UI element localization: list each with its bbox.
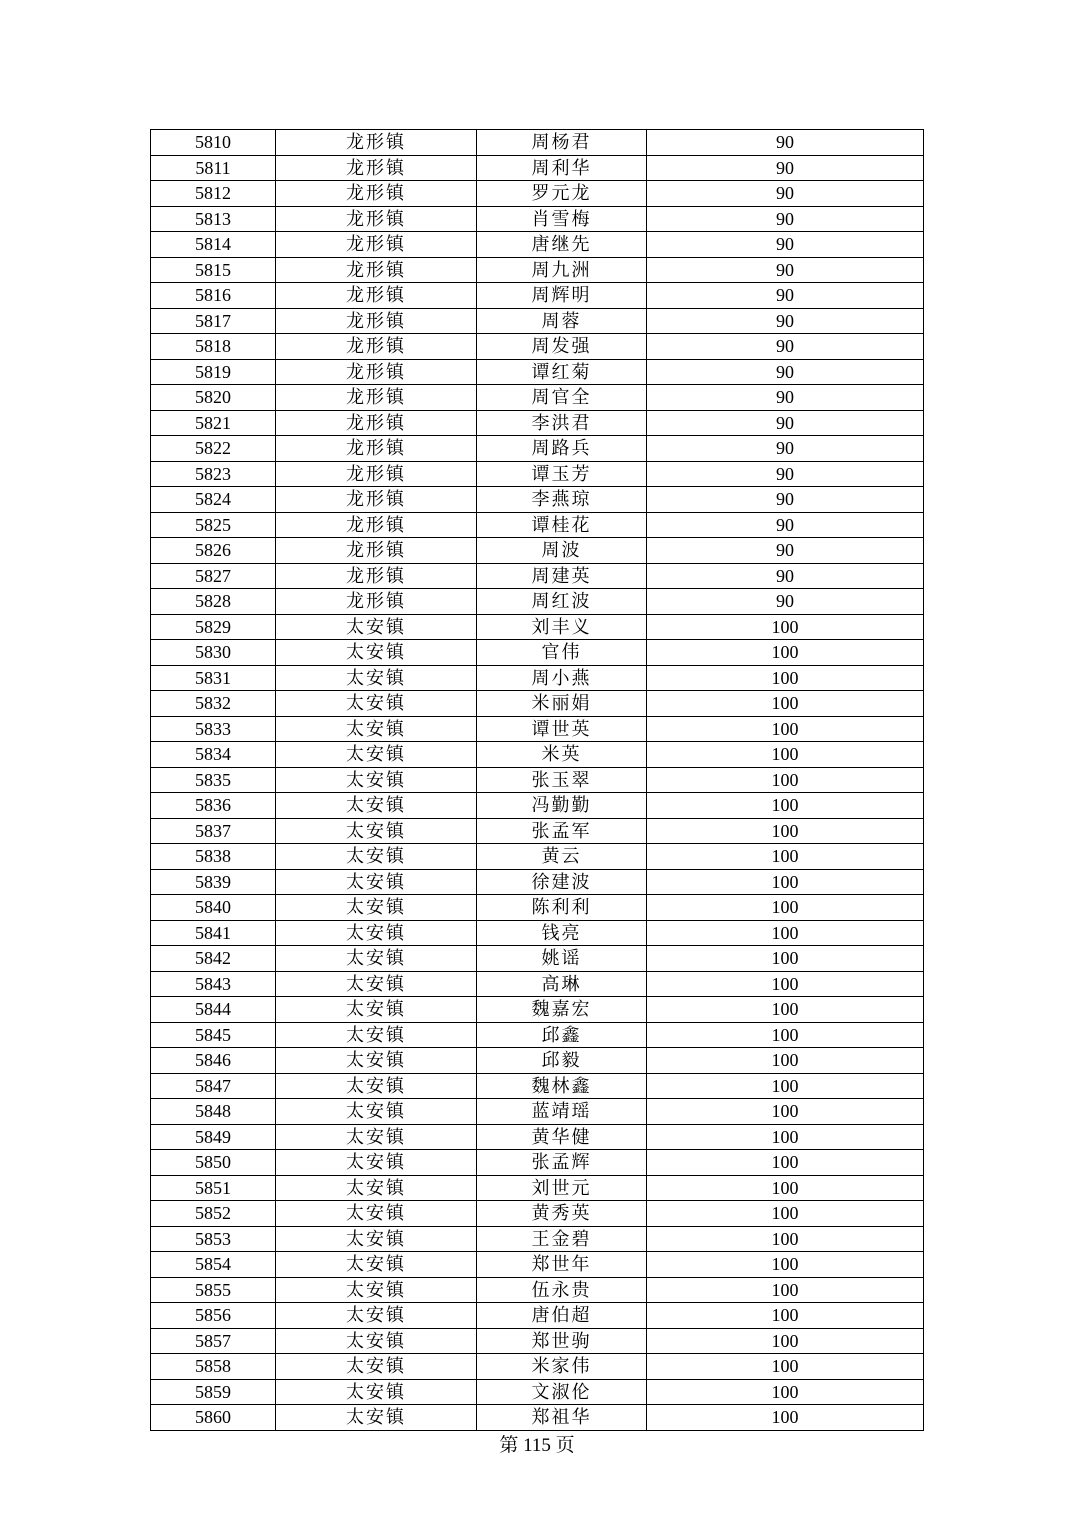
amount-cell: 90 <box>647 436 924 462</box>
amount-cell: 90 <box>647 334 924 360</box>
row-number-cell: 5834 <box>151 742 276 768</box>
town-cell: 太安镇 <box>276 1099 477 1125</box>
table-row <box>151 869 924 895</box>
amount-cell: 100 <box>647 869 924 895</box>
town-cell: 太安镇 <box>276 716 477 742</box>
table-row <box>151 971 924 997</box>
row-number-cell: 5847 <box>151 1073 276 1099</box>
row-number-cell: 5852 <box>151 1201 276 1227</box>
table-row <box>151 640 924 666</box>
town-cell: 太安镇 <box>276 1405 477 1431</box>
row-number-cell: 5854 <box>151 1252 276 1278</box>
table-row <box>151 997 924 1023</box>
town-cell: 龙形镇 <box>276 206 477 232</box>
person-name-cell: 黄秀英 <box>477 1201 647 1227</box>
table-row <box>151 1277 924 1303</box>
table-row <box>151 232 924 258</box>
row-number-cell: 5850 <box>151 1150 276 1176</box>
row-number-cell: 5810 <box>151 130 276 156</box>
person-name-cell: 周杨君 <box>477 130 647 156</box>
town-cell: 太安镇 <box>276 1252 477 1278</box>
amount-cell: 90 <box>647 589 924 615</box>
town-cell: 太安镇 <box>276 1303 477 1329</box>
amount-cell: 90 <box>647 563 924 589</box>
table-row <box>151 130 924 156</box>
amount-cell: 100 <box>647 1150 924 1176</box>
town-cell: 龙形镇 <box>276 334 477 360</box>
row-number-cell: 5838 <box>151 844 276 870</box>
town-cell: 太安镇 <box>276 844 477 870</box>
table-row <box>151 742 924 768</box>
town-cell: 太安镇 <box>276 1328 477 1354</box>
table-row <box>151 385 924 411</box>
town-cell: 太安镇 <box>276 920 477 946</box>
row-number-cell: 5812 <box>151 181 276 207</box>
table-row <box>151 1073 924 1099</box>
row-number-cell: 5827 <box>151 563 276 589</box>
person-name-cell: 周小燕 <box>477 665 647 691</box>
table-row <box>151 512 924 538</box>
town-cell: 太安镇 <box>276 997 477 1023</box>
town-cell: 龙形镇 <box>276 130 477 156</box>
person-name-cell: 蓝靖瑶 <box>477 1099 647 1125</box>
table-row <box>151 1252 924 1278</box>
row-number-cell: 5844 <box>151 997 276 1023</box>
person-name-cell: 邱鑫 <box>477 1022 647 1048</box>
table-row <box>151 844 924 870</box>
person-name-cell: 陈利利 <box>477 895 647 921</box>
row-number-cell: 5837 <box>151 818 276 844</box>
person-name-cell: 郑祖华 <box>477 1405 647 1431</box>
row-number-cell: 5816 <box>151 283 276 309</box>
person-name-cell: 周蓉 <box>477 308 647 334</box>
person-name-cell: 钱亮 <box>477 920 647 946</box>
person-name-cell: 唐继先 <box>477 232 647 258</box>
amount-cell: 90 <box>647 232 924 258</box>
amount-cell: 90 <box>647 487 924 513</box>
person-name-cell: 周路兵 <box>477 436 647 462</box>
town-cell: 龙形镇 <box>276 512 477 538</box>
amount-cell: 100 <box>647 742 924 768</box>
amount-cell: 100 <box>647 691 924 717</box>
row-number-cell: 5856 <box>151 1303 276 1329</box>
amount-cell: 100 <box>647 1405 924 1431</box>
table-row <box>151 538 924 564</box>
table-row <box>151 436 924 462</box>
amount-cell: 90 <box>647 461 924 487</box>
person-name-cell: 米英 <box>477 742 647 768</box>
amount-cell: 100 <box>647 1328 924 1354</box>
town-cell: 太安镇 <box>276 1354 477 1380</box>
town-cell: 太安镇 <box>276 971 477 997</box>
table-row <box>151 1201 924 1227</box>
table-row <box>151 1124 924 1150</box>
row-number-cell: 5853 <box>151 1226 276 1252</box>
table-row <box>151 1354 924 1380</box>
person-name-cell: 李洪君 <box>477 410 647 436</box>
person-name-cell: 刘丰义 <box>477 614 647 640</box>
person-name-cell: 刘世元 <box>477 1175 647 1201</box>
row-number-cell: 5811 <box>151 155 276 181</box>
amount-cell: 100 <box>647 895 924 921</box>
town-cell: 太安镇 <box>276 691 477 717</box>
row-number-cell: 5845 <box>151 1022 276 1048</box>
row-number-cell: 5848 <box>151 1099 276 1125</box>
row-number-cell: 5830 <box>151 640 276 666</box>
town-cell: 太安镇 <box>276 1048 477 1074</box>
amount-cell: 100 <box>647 997 924 1023</box>
row-number-cell: 5858 <box>151 1354 276 1380</box>
table-row <box>151 716 924 742</box>
table-row <box>151 181 924 207</box>
amount-cell: 100 <box>647 1175 924 1201</box>
town-cell: 龙形镇 <box>276 461 477 487</box>
row-number-cell: 5836 <box>151 793 276 819</box>
table-row <box>151 1048 924 1074</box>
table-row <box>151 614 924 640</box>
row-number-cell: 5849 <box>151 1124 276 1150</box>
town-cell: 龙形镇 <box>276 257 477 283</box>
amount-cell: 100 <box>647 971 924 997</box>
row-number-cell: 5835 <box>151 767 276 793</box>
table-row <box>151 691 924 717</box>
table-row <box>151 1328 924 1354</box>
town-cell: 太安镇 <box>276 1022 477 1048</box>
row-number-cell: 5824 <box>151 487 276 513</box>
person-name-cell: 谭红菊 <box>477 359 647 385</box>
row-number-cell: 5815 <box>151 257 276 283</box>
person-name-cell: 周辉明 <box>477 283 647 309</box>
person-name-cell: 黄华健 <box>477 1124 647 1150</box>
person-name-cell: 徐建波 <box>477 869 647 895</box>
town-cell: 龙形镇 <box>276 385 477 411</box>
town-cell: 太安镇 <box>276 1150 477 1176</box>
amount-cell: 100 <box>647 1124 924 1150</box>
person-name-cell: 周红波 <box>477 589 647 615</box>
person-name-cell: 周建英 <box>477 563 647 589</box>
table-row <box>151 206 924 232</box>
row-number-cell: 5839 <box>151 869 276 895</box>
amount-cell: 100 <box>647 1022 924 1048</box>
table-row <box>151 334 924 360</box>
amount-cell: 90 <box>647 130 924 156</box>
person-name-cell: 周利华 <box>477 155 647 181</box>
table-row <box>151 155 924 181</box>
row-number-cell: 5825 <box>151 512 276 538</box>
town-cell: 太安镇 <box>276 1201 477 1227</box>
town-cell: 龙形镇 <box>276 155 477 181</box>
amount-cell: 100 <box>647 1099 924 1125</box>
row-number-cell: 5840 <box>151 895 276 921</box>
row-number-cell: 5857 <box>151 1328 276 1354</box>
table-row <box>151 487 924 513</box>
table-row <box>151 818 924 844</box>
row-number-cell: 5814 <box>151 232 276 258</box>
amount-cell: 100 <box>647 1048 924 1074</box>
row-number-cell: 5832 <box>151 691 276 717</box>
town-cell: 太安镇 <box>276 767 477 793</box>
row-number-cell: 5813 <box>151 206 276 232</box>
amount-cell: 90 <box>647 283 924 309</box>
amount-cell: 100 <box>647 1201 924 1227</box>
person-name-cell: 张孟军 <box>477 818 647 844</box>
amount-cell: 100 <box>647 1252 924 1278</box>
row-number-cell: 5817 <box>151 308 276 334</box>
person-name-cell: 官伟 <box>477 640 647 666</box>
amount-cell: 90 <box>647 410 924 436</box>
amount-cell: 100 <box>647 1354 924 1380</box>
person-name-cell: 姚谣 <box>477 946 647 972</box>
amount-cell: 100 <box>647 844 924 870</box>
table-row <box>151 461 924 487</box>
roster-table-body <box>151 130 924 1431</box>
amount-cell: 90 <box>647 257 924 283</box>
town-cell: 龙形镇 <box>276 410 477 436</box>
amount-cell: 100 <box>647 946 924 972</box>
person-name-cell: 魏林鑫 <box>477 1073 647 1099</box>
town-cell: 太安镇 <box>276 818 477 844</box>
amount-cell: 90 <box>647 206 924 232</box>
town-cell: 龙形镇 <box>276 589 477 615</box>
amount-cell: 90 <box>647 359 924 385</box>
town-cell: 龙形镇 <box>276 283 477 309</box>
person-name-cell: 黄云 <box>477 844 647 870</box>
table-row <box>151 665 924 691</box>
row-number-cell: 5846 <box>151 1048 276 1074</box>
town-cell: 龙形镇 <box>276 538 477 564</box>
table-row <box>151 563 924 589</box>
amount-cell: 100 <box>647 1073 924 1099</box>
row-number-cell: 5823 <box>151 461 276 487</box>
town-cell: 龙形镇 <box>276 308 477 334</box>
row-number-cell: 5826 <box>151 538 276 564</box>
table-row <box>151 1379 924 1405</box>
row-number-cell: 5860 <box>151 1405 276 1431</box>
person-name-cell: 周官全 <box>477 385 647 411</box>
person-name-cell: 谭玉芳 <box>477 461 647 487</box>
person-name-cell: 谭世英 <box>477 716 647 742</box>
person-name-cell: 米丽娟 <box>477 691 647 717</box>
amount-cell: 90 <box>647 308 924 334</box>
amount-cell: 100 <box>647 614 924 640</box>
table-row <box>151 1303 924 1329</box>
table-row <box>151 589 924 615</box>
page-number: 第 115 页 <box>499 1435 575 1456</box>
amount-cell: 90 <box>647 155 924 181</box>
amount-cell: 100 <box>647 1277 924 1303</box>
row-number-cell: 5822 <box>151 436 276 462</box>
table-row <box>151 1022 924 1048</box>
table-row <box>151 920 924 946</box>
table-row <box>151 1175 924 1201</box>
table-row <box>151 1226 924 1252</box>
person-name-cell: 冯勤勤 <box>477 793 647 819</box>
table-row <box>151 895 924 921</box>
row-number-cell: 5842 <box>151 946 276 972</box>
row-number-cell: 5841 <box>151 920 276 946</box>
amount-cell: 90 <box>647 385 924 411</box>
town-cell: 太安镇 <box>276 1175 477 1201</box>
town-cell: 太安镇 <box>276 895 477 921</box>
person-name-cell: 王金碧 <box>477 1226 647 1252</box>
town-cell: 龙形镇 <box>276 563 477 589</box>
row-number-cell: 5851 <box>151 1175 276 1201</box>
town-cell: 太安镇 <box>276 1379 477 1405</box>
table-row <box>151 1099 924 1125</box>
amount-cell: 90 <box>647 538 924 564</box>
row-number-cell: 5833 <box>151 716 276 742</box>
row-number-cell: 5820 <box>151 385 276 411</box>
amount-cell: 100 <box>647 818 924 844</box>
table-row <box>151 410 924 436</box>
person-name-cell: 周九洲 <box>477 257 647 283</box>
row-number-cell: 5855 <box>151 1277 276 1303</box>
town-cell: 太安镇 <box>276 640 477 666</box>
amount-cell: 100 <box>647 1303 924 1329</box>
amount-cell: 100 <box>647 1226 924 1252</box>
person-name-cell: 文淑伦 <box>477 1379 647 1405</box>
table-row <box>151 793 924 819</box>
person-name-cell: 魏嘉宏 <box>477 997 647 1023</box>
person-name-cell: 李燕琼 <box>477 487 647 513</box>
person-name-cell: 张孟辉 <box>477 1150 647 1176</box>
row-number-cell: 5831 <box>151 665 276 691</box>
town-cell: 太安镇 <box>276 1073 477 1099</box>
town-cell: 太安镇 <box>276 1124 477 1150</box>
town-cell: 太安镇 <box>276 1226 477 1252</box>
row-number-cell: 5843 <box>151 971 276 997</box>
amount-cell: 100 <box>647 767 924 793</box>
amount-cell: 100 <box>647 716 924 742</box>
person-name-cell: 罗元龙 <box>477 181 647 207</box>
table-row <box>151 308 924 334</box>
table-row <box>151 1150 924 1176</box>
town-cell: 太安镇 <box>276 742 477 768</box>
row-number-cell: 5818 <box>151 334 276 360</box>
person-name-cell: 伍永贵 <box>477 1277 647 1303</box>
roster-table <box>150 129 924 1431</box>
town-cell: 龙形镇 <box>276 232 477 258</box>
town-cell: 太安镇 <box>276 1277 477 1303</box>
table-row <box>151 359 924 385</box>
person-name-cell: 郑世驹 <box>477 1328 647 1354</box>
person-name-cell: 肖雪梅 <box>477 206 647 232</box>
town-cell: 龙形镇 <box>276 359 477 385</box>
town-cell: 龙形镇 <box>276 181 477 207</box>
table-row <box>151 767 924 793</box>
row-number-cell: 5819 <box>151 359 276 385</box>
row-number-cell: 5829 <box>151 614 276 640</box>
amount-cell: 100 <box>647 1379 924 1405</box>
town-cell: 龙形镇 <box>276 436 477 462</box>
town-cell: 太安镇 <box>276 614 477 640</box>
table-row <box>151 283 924 309</box>
row-number-cell: 5828 <box>151 589 276 615</box>
amount-cell: 100 <box>647 793 924 819</box>
row-number-cell: 5859 <box>151 1379 276 1405</box>
amount-cell: 100 <box>647 665 924 691</box>
person-name-cell: 周发强 <box>477 334 647 360</box>
table-row <box>151 946 924 972</box>
amount-cell: 100 <box>647 920 924 946</box>
person-name-cell: 米家伟 <box>477 1354 647 1380</box>
town-cell: 太安镇 <box>276 665 477 691</box>
amount-cell: 100 <box>647 640 924 666</box>
person-name-cell: 张玉翠 <box>477 767 647 793</box>
person-name-cell: 郑世年 <box>477 1252 647 1278</box>
town-cell: 太安镇 <box>276 793 477 819</box>
town-cell: 龙形镇 <box>276 487 477 513</box>
amount-cell: 90 <box>647 512 924 538</box>
table-row <box>151 257 924 283</box>
amount-cell: 90 <box>647 181 924 207</box>
table-row <box>151 1405 924 1431</box>
town-cell: 太安镇 <box>276 869 477 895</box>
row-number-cell: 5821 <box>151 410 276 436</box>
person-name-cell: 唐伯超 <box>477 1303 647 1329</box>
person-name-cell: 高琳 <box>477 971 647 997</box>
person-name-cell: 谭桂花 <box>477 512 647 538</box>
town-cell: 太安镇 <box>276 946 477 972</box>
person-name-cell: 周波 <box>477 538 647 564</box>
person-name-cell: 邱毅 <box>477 1048 647 1074</box>
